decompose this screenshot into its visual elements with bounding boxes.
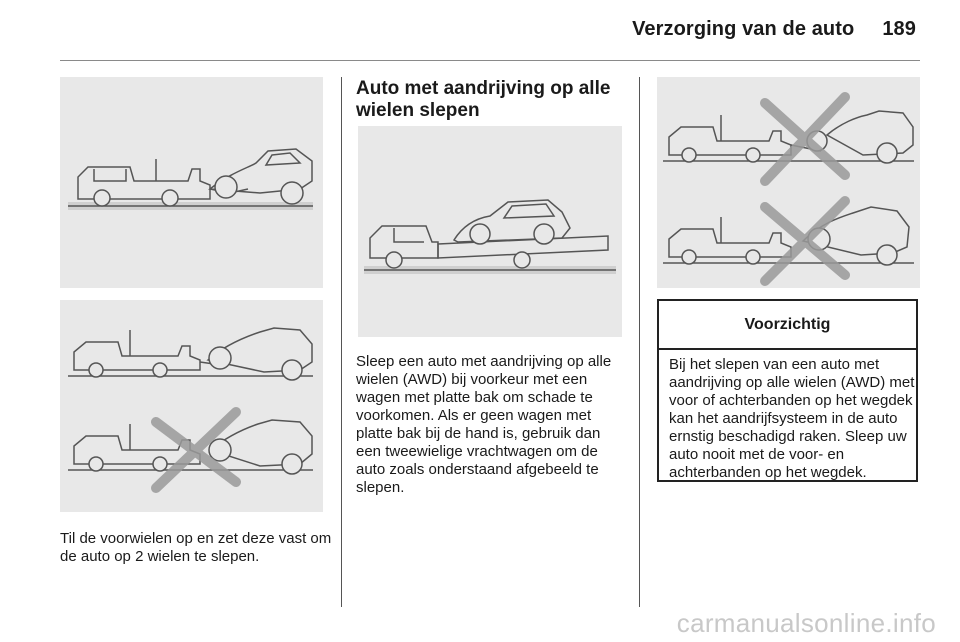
- caution-body: Bij het slepen van een auto met aandrijving op alle wielen (AWD) met voor of achterbanden op het wegdek kan het aandrijfsysteem in de auto ernstig beschadigd raken. Sleep uw auto nooit met de voor- en achterbanden op het wegdek.: [669, 356, 915, 481]
- page-header: [632, 18, 916, 41]
- section-body: Sleep een auto met aandrijving op alle wielen (AWD) bij voorkeur met een wagen met platte bak om schade te voorkomen. Als er geen wagen met platte bak bij de hand is, gebruik dan een tweewielige vrachtwagen om de auto zoals onderstaand afgebeeld te slepen.: [356, 353, 612, 496]
- illustration-awd-tow-incorrect: [657, 77, 920, 288]
- caution-box: [657, 299, 918, 482]
- column-separator-2: [639, 77, 640, 607]
- section-heading: Auto met aandrijving op alle wielen slepen: [356, 78, 611, 121]
- illustration-tow-front-lift: [60, 77, 323, 288]
- cross-mark-icon: [765, 97, 845, 281]
- caption-front-lift: Til de voorwielen op en zet deze vast om de auto op 2 wielen te slepen.: [60, 530, 332, 565]
- caution-title: Voorzichtig: [659, 301, 916, 350]
- header-rule: [60, 60, 920, 61]
- page-number: 189: [882, 18, 916, 40]
- illustration-tow-wheel-dolly: [60, 300, 323, 512]
- illustration-flatbed-truck: [358, 126, 622, 337]
- page-title: Verzorging van de auto: [632, 18, 855, 40]
- watermark: carmanualsonline.info: [676, 608, 936, 638]
- column-separator-1: [341, 77, 342, 607]
